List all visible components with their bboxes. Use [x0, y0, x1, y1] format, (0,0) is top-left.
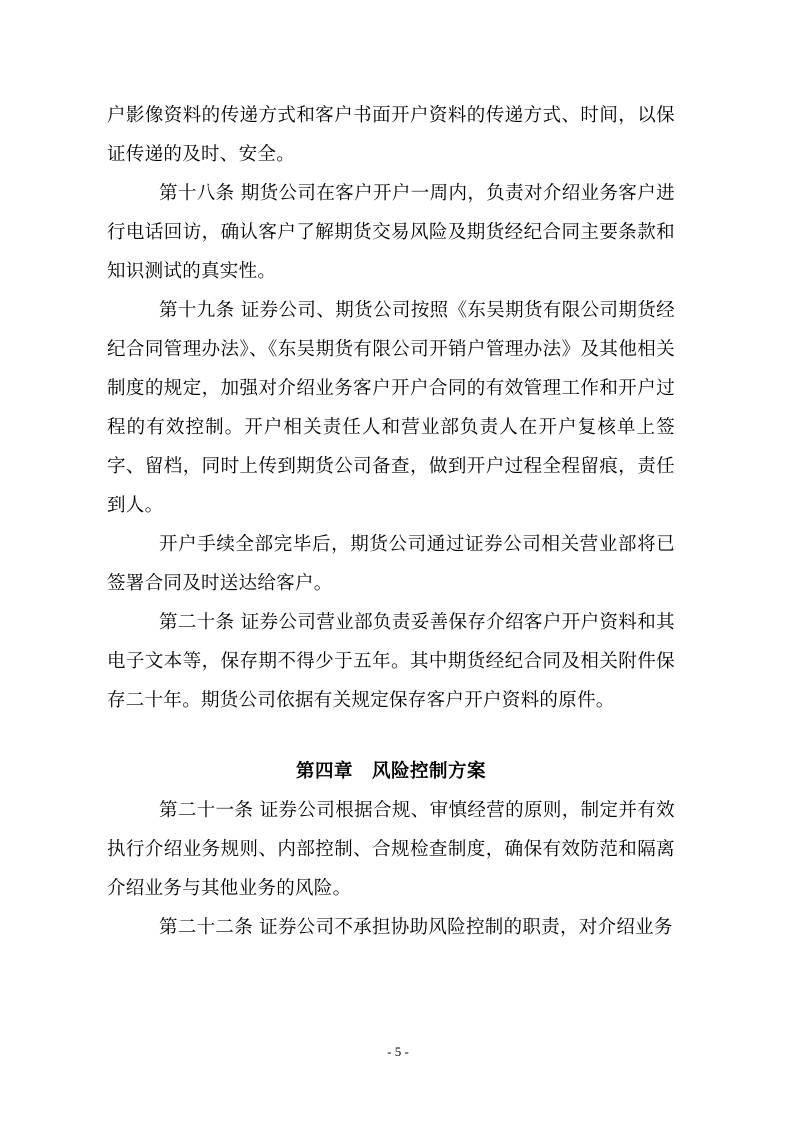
document-body	[107, 96, 675, 947]
paragraph-article-22: 第二十二条 证券公司不承担协助风险控制的职责，对介绍业务	[159, 917, 673, 938]
paragraph-account-opening-completion: 开户手续全部完毕后，期货公司通过证券公司相关营业部将已签署合同及时送达给客户。	[107, 534, 675, 594]
paragraph-continuation: 户影像资料的传递方式和客户书面开户资料的传递方式、时间，以保证传递的及时、安全。	[107, 105, 675, 165]
paragraph-article-21: 第二十一条 证券公司根据合规、审慎经营的原则，制定并有效执行介绍业务规则、内部控制、合规检查制度，确保有效防范和隔离介绍业务与其他业务的风险。	[107, 800, 675, 899]
paragraph-article-19: 第十九条 证券公司、期货公司按照《东吴期货有限公司期货经纪合同管理办法》、《东吴期货有限公司开销户管理办法》及其他相关制度的规定，加强对介绍业务客户开户合同的有效管理工作和开户过程的有效控制。开户相关责任人和营业部负责人在开户复核单上签字、留档，同时上传到期货公司备查，做到开户过程全程留痕，责任到人。	[107, 300, 675, 516]
paragraph-article-20: 第二十条 证券公司营业部负责妥善保存介绍客户开户资料和其电子文本等，保存期不得少于五年。其中期货经纪合同及相关附件保存二十年。期货公司依据有关规定保存客户开户资料的原件。	[107, 612, 675, 711]
page-number: - 5 -	[387, 1044, 409, 1059]
chapter-heading: 第四章 风险控制方案	[295, 761, 486, 782]
paragraph-article-18: 第十八条 期货公司在客户开户一周内，负责对介绍业务客户进行电话回访，确认客户了解期货交易风险及期货经纪合同主要条款和知识测试的真实性。	[107, 183, 675, 282]
